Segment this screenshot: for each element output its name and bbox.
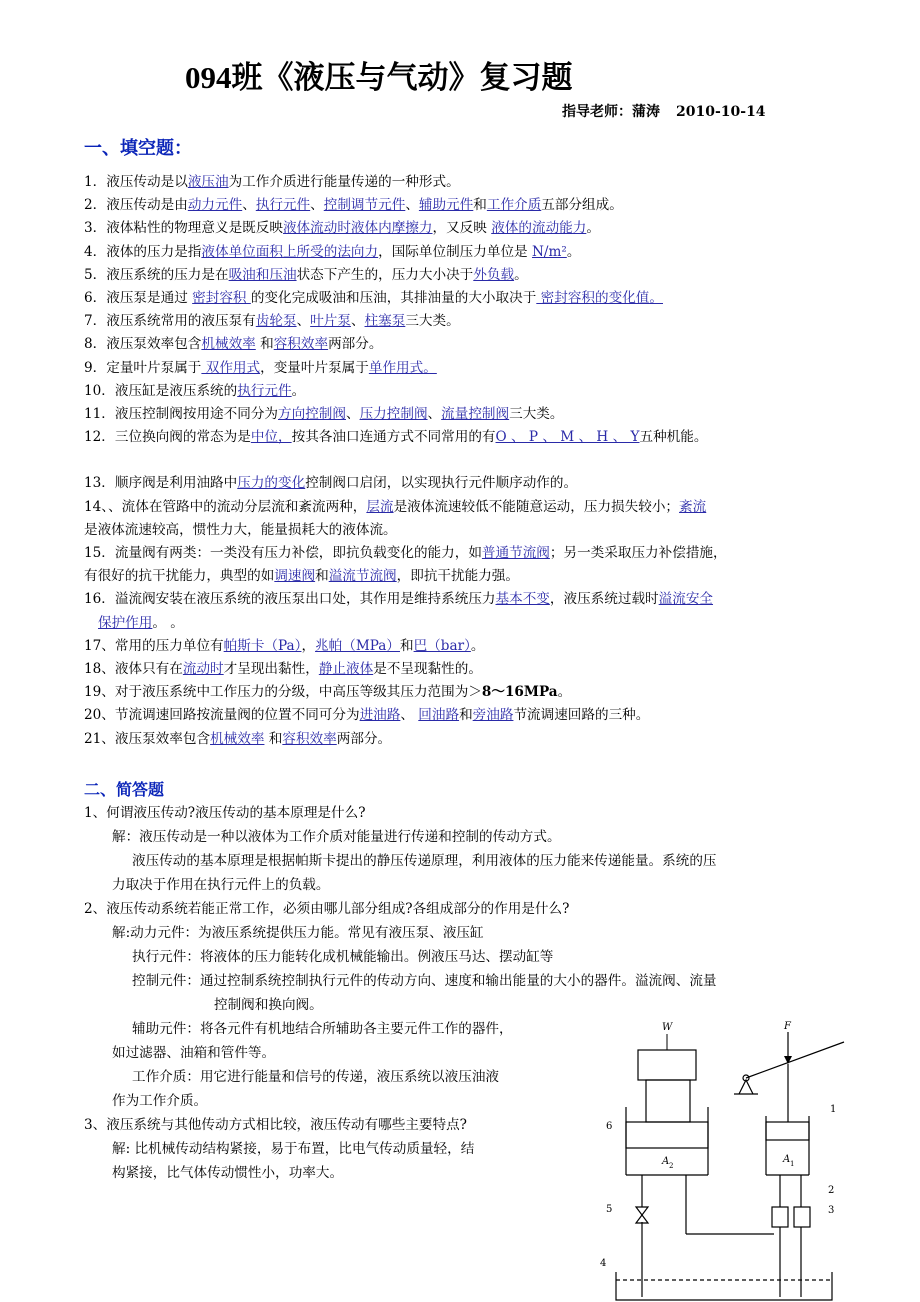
- fill-in-list: [84, 171, 844, 751]
- label-4: 4: [600, 1258, 607, 1269]
- question-12: 12．三位换向阀的常态为是中位，按其各油口连通方式不同常用的有O 、 P 、 M 、 H 、 Y五种机能。: [84, 429, 708, 446]
- question-19: 19、对于液压系统中工作压力的分级，中高压等级其压力范围为＞8～16MPa。: [84, 684, 572, 701]
- label-a1: A: [783, 1154, 791, 1165]
- hydraulic-jack-diagram: [596, 1012, 846, 1302]
- question-8: 8．液压泵效率包含机械效率 和容积效率两部分。: [84, 336, 383, 353]
- stop-valve-5: [636, 1207, 648, 1215]
- question-14: 14、、流体在管路中的流动分层流和紊流两种，层流是液体流速较低不能随意运动，压力损失较小；紊流: [84, 498, 707, 515]
- lever: [746, 1042, 844, 1078]
- short-answer-2-line-5: 辅助元件：将各元件有机地结合所辅助各主要元件工作的器件，: [132, 1021, 513, 1037]
- teacher-line: [562, 101, 766, 121]
- label-3: 3: [828, 1205, 835, 1216]
- question-2: 2．液压传动是由动力元件、执行元件、控制调节元件、辅助元件和工作介质五部分组成。: [84, 197, 623, 214]
- question-15: 15．流量阀有两类：一类没有压力补偿，即抗负载变化的能力，如普通节流阀；另一类采取压力补偿措施，: [84, 545, 727, 562]
- short-answer-2-line-3: 控制元件：通过控制系统控制执行元件的传动方向、速度和输出能量的大小的器件。溢流阀、流量: [132, 973, 717, 989]
- label-5: 5: [606, 1204, 613, 1215]
- question-18: 18、液体只有在流动时才呈现出黏性，静止液体是不呈现黏性的。: [84, 661, 482, 678]
- document-date: 2010-10-14: [676, 104, 766, 120]
- teacher-name: 指导老师：蒲涛: [562, 104, 660, 120]
- short-answer-3-line-1: 解: 比机械传动结构紧接，易于布置，比电气传动质量轻，结: [112, 1141, 475, 1157]
- label-a2-sub: 2: [669, 1162, 674, 1170]
- question-3: 3．液体粘性的物理意义是既反映液体流动时液体内摩擦力，又反映 液体的流动能力。: [84, 220, 600, 237]
- weight-block: [638, 1050, 696, 1080]
- question-16-cont: 保护作用。 。: [98, 614, 184, 631]
- small-piston: [766, 1122, 809, 1140]
- section-fill-in-heading: 一、填空题：: [84, 138, 192, 159]
- label-2: 2: [828, 1185, 835, 1196]
- short-answer-2-line-6: 如过滤器、油箱和管件等。: [112, 1045, 276, 1061]
- question-6: 6．液压泵是通过 密封容积 的变化完成吸油和压油，其排油量的大小取决于 密封容积的变化值。: [84, 290, 663, 307]
- question-4: 4．液体的压力是指液体单位面积上所受的法向力，国际单位制压力单位是 N/m²。: [84, 243, 581, 260]
- label-w: W: [662, 1022, 673, 1033]
- question-9: 9．定量叶片泵属于 双作用式，变量叶片泵属于单作用式。: [84, 359, 437, 376]
- short-question-3: 3、液压系统与其他传动方式相比较，液压传动有哪些主要特点?: [84, 1117, 467, 1133]
- question-7: 7．液压系统常用的液压泵有齿轮泵、叶片泵、柱塞泵三大类。: [84, 313, 460, 330]
- question-21: 21、液压泵效率包含机械效率 和容积效率两部分。: [84, 730, 392, 747]
- answer: 液压油: [187, 174, 229, 190]
- page-title: 094班《液压与气动》复习题: [185, 60, 573, 95]
- question-10: 10．液压缸是液压系统的执行元件。: [84, 382, 306, 399]
- question-16: 16．溢流阀安装在液压系统的液压泵出口处，其作用是维持系统压力基本不变，液压系统过载时溢流安全: [84, 591, 714, 608]
- check-valve-3: [794, 1207, 810, 1227]
- label-a2: A: [662, 1156, 670, 1167]
- short-answer-2-line-8: 作为工作介质。: [112, 1093, 208, 1109]
- piston-body: [646, 1080, 690, 1122]
- label-f: F: [784, 1021, 791, 1032]
- label-a1-sub: 1: [790, 1160, 795, 1168]
- question-20: 20、节流调速回路按流量阀的位置不同可分为进油路、 回油路和旁油路节流调速回路的三种。: [84, 707, 650, 724]
- short-answer-3-line-2: 构紧接，比气体传动惯性小，功率大。: [112, 1165, 344, 1181]
- piston-plate: [626, 1122, 708, 1148]
- short-answer-1-line-3: 力取决于作用在执行元件上的负载。: [112, 877, 330, 893]
- question-11: 11．液压控制阀按用途不同分为方向控制阀、压力控制阀、流量控制阀三大类。: [84, 406, 564, 423]
- short-answer-1-line-1: 解：液压传动是一种以液体为工作介质对能量进行传递和控制的传动方式。: [112, 829, 561, 845]
- short-question-1: 1、何谓液压传动?液压传动的基本原理是什么?: [84, 805, 366, 821]
- short-question-2: 2、液压传动系统若能正常工作，必须由哪儿部分组成?各组成部分的作用是什么?: [84, 901, 570, 917]
- question-5: 5．液压系统的压力是在吸油和压油状态下产生的，压力大小决于外负载。: [84, 266, 528, 283]
- short-answer-2-line-4: 控制阀和换向阀。: [214, 997, 323, 1013]
- short-answer-2-line-1: 解:动力元件：为液压系统提供压力能。常见有液压泵、液压缸: [112, 925, 484, 941]
- question-13: 13．顺序阀是利用油路中压力的变化控制阀口启闭，以实现执行元件顺序动作的。: [84, 475, 578, 492]
- oil-tank: [616, 1272, 832, 1300]
- label-6: 6: [606, 1121, 613, 1132]
- short-answer-1-line-2: 液压传动的基本原理是根据帕斯卡提出的静压传递原理，利用液体的压力能来传递能量。系统的压: [132, 853, 717, 869]
- check-valve-2: [772, 1207, 788, 1227]
- section-short-answer-heading: 二、简答题: [84, 780, 165, 799]
- question-1: 1．液压传动是以液压油为工作介质进行能量传递的一种形式。: [84, 174, 460, 190]
- label-1: 1: [830, 1104, 837, 1115]
- short-answer-2-line-2: 执行元件：将液体的压力能转化成机械能输出。例液压马达、摆动缸等: [132, 949, 554, 965]
- question-17: 17、常用的压力单位有帕斯卡（Pa），兆帕（MPa）和巴（bar）。: [84, 637, 485, 654]
- question-15-cont: 有很好的抗干扰能力，典型的如调速阀和溢流节流阀，即抗干扰能力强。: [84, 568, 519, 585]
- spacer: [84, 449, 844, 472]
- question-14-cont: 是液体流速较高，惯性力大，能量损耗大的液体流。: [84, 521, 397, 538]
- short-answer-2-line-7: 工作介质：用它进行能量和信号的传递，液压系统以液压油液: [132, 1069, 500, 1085]
